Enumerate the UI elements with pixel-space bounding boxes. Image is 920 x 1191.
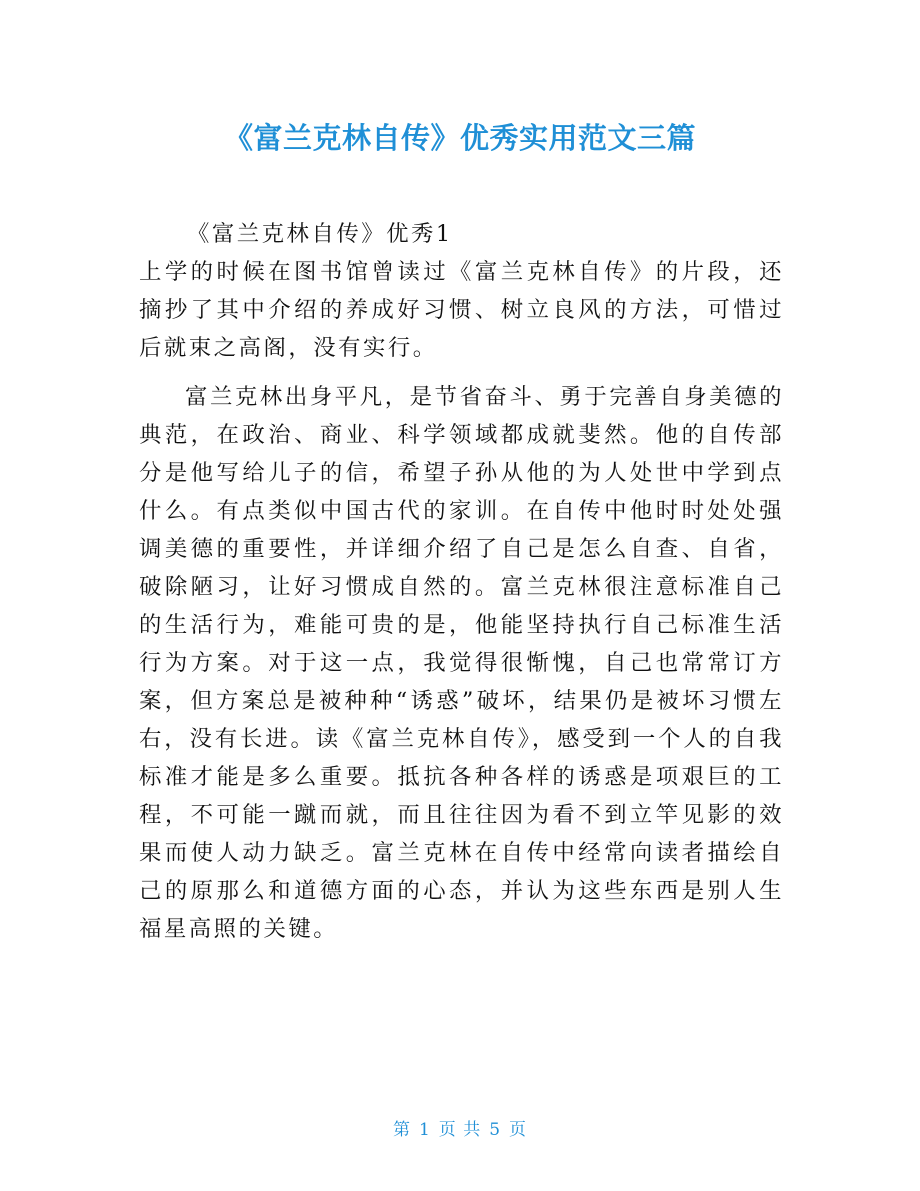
page-footer — [0, 1115, 920, 1140]
document-title: 《富兰克林自传》优秀实用范文三篇 — [223, 121, 696, 155]
footer-mid: 页 共 — [438, 1120, 482, 1140]
footer-current-page: 1 — [418, 1120, 431, 1140]
footer-total-pages: 5 — [489, 1120, 502, 1140]
section-heading: 《富兰克林自传》优秀1 — [187, 221, 453, 247]
document-body — [139, 215, 784, 948]
footer-suffix: 页 — [509, 1120, 528, 1140]
paragraph-1: 上学的时候在图书馆曾读过《富兰克林自传》的片段，还摘抄了其中介绍的养成好习惯、树立良风的方法，可惜过后就束之高阁，没有实行。 — [139, 259, 784, 361]
footer-prefix: 第 — [392, 1120, 411, 1140]
paragraph-2: 富兰克林出身平凡，是节省奋斗、勇于完善自身美德的典范，在政治、商业、科学领域都成就斐然。他的自传部分是他写给儿子的信，希望子孙从他的为人处世中学到点什么。有点类似中国古代的家训。在自传中他时时处处强调美德的重要性，并详细介绍了自己是怎么自查、自省，破除陋习，让好习惯成自然的。富兰克林很注意标准自己的生活行为，难能可贵的是，他能坚持执行自己标准生活行为方案。对于这一点，我觉得很惭愧，自己也常常订方案，但方案总是被种种“诱惑”破坏，结果仍是被坏习惯左右，没有长进。读《富兰克林自传》，感受到一个人的自我标准才能是多么重要。抵抗各种各样的诱惑是项艰巨的工程，不可能一蹴而就，而且往往因为看不到立竿见影的效果而使人动力缺乏。富兰克林在自传中经常向读者描绘自己的原那么和道德方面的心态，并认为这些东西是别人生福星高照的关键。 — [139, 384, 784, 942]
